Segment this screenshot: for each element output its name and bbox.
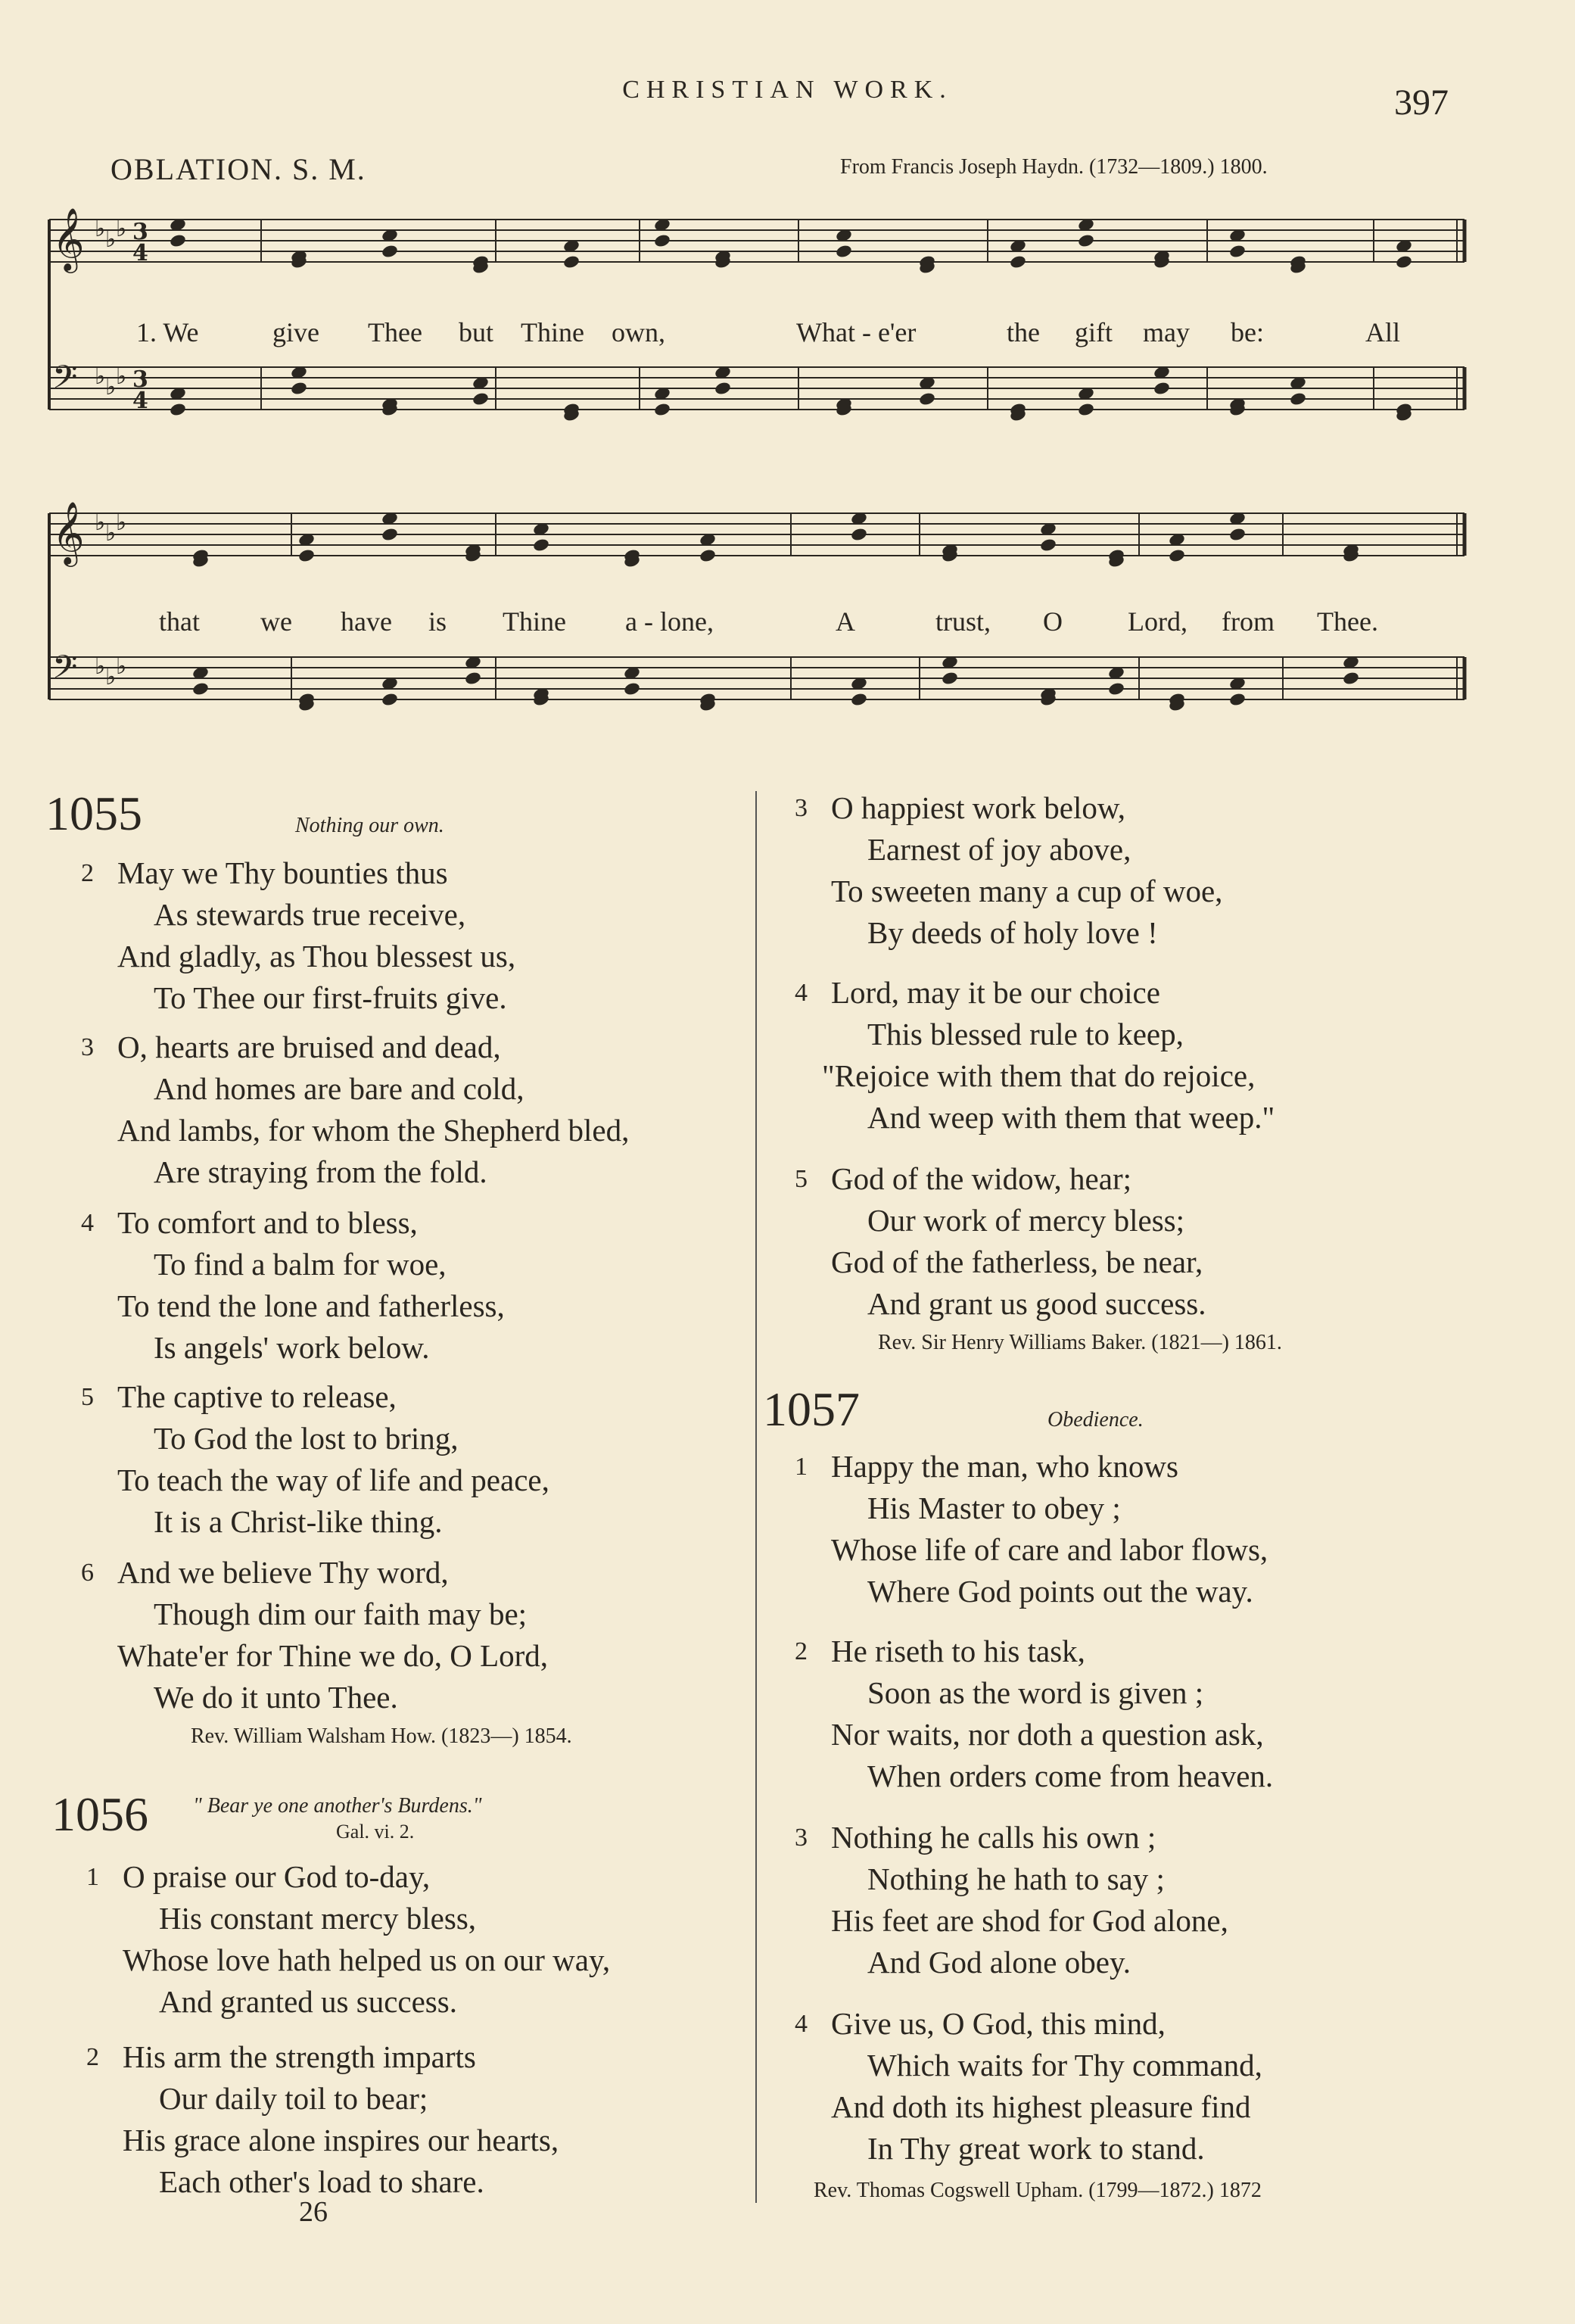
music-score <box>42 197 1480 772</box>
hymn-title: " Bear ye one another's Burdens." <box>193 1794 482 1818</box>
verse-line: God of the widow, hear; <box>831 1161 1131 1196</box>
hymn-heading <box>51 1787 148 1843</box>
time-signature: 3 <box>132 366 148 393</box>
running-head: CHRISTIAN WORK. <box>622 76 953 104</box>
verse-line: Happy the man, who knows <box>831 1449 1178 1484</box>
lyric: What - e'er <box>796 317 917 347</box>
verse-line: This blessed rule to keep, <box>867 1017 1184 1051</box>
hymn-author: Rev. Thomas Cogswell Upham. (1799—1872.) 1872 <box>814 2179 1262 2202</box>
stanza-number: 2 <box>795 1637 808 1665</box>
stanza-number: 4 <box>81 1209 94 1237</box>
folio: 26 <box>299 2196 328 2228</box>
verse-line: Lord, may it be our choice <box>831 975 1160 1010</box>
verse-line: Where God points out the way. <box>867 1574 1253 1609</box>
verse-line: His constant mercy bless, <box>159 1901 477 1936</box>
notehead <box>464 671 482 686</box>
verse-line: His Master to obey ; <box>867 1491 1121 1525</box>
lyric: a - lone, <box>625 606 714 637</box>
verse-line: And gladly, as Thou blessest us, <box>117 939 516 974</box>
verse-line: Earnest of joy above, <box>867 832 1131 867</box>
notehead <box>1153 381 1171 396</box>
flat-icon: ♭ <box>105 374 117 400</box>
lyric: gift <box>1075 317 1113 347</box>
notehead <box>1168 548 1186 563</box>
notehead <box>699 548 717 563</box>
notehead <box>623 681 641 696</box>
verse-line: And God alone obey. <box>867 1945 1131 1980</box>
flat-icon: ♭ <box>116 363 127 390</box>
verse-line: And doth its highest pleasure find <box>831 2089 1251 2124</box>
hymn-title: Obedience. <box>1047 1408 1144 1431</box>
verse-line: We do it unto Thee. <box>154 1680 398 1715</box>
verse-line: His arm the strength imparts <box>123 2039 476 2074</box>
verse-line: O happiest work below, <box>831 790 1126 825</box>
lyric: O <box>1043 606 1063 637</box>
verse-line: Nothing he hath to say ; <box>867 1861 1165 1896</box>
notehead <box>169 233 187 248</box>
lyric: Thee <box>368 317 422 347</box>
stanza-number: 5 <box>795 1165 808 1193</box>
verse-line: And granted us success. <box>159 1984 457 2019</box>
verse-line: Soon as the word is given ; <box>867 1675 1204 1710</box>
hymn-number: 1056 <box>51 1787 148 1841</box>
notehead <box>472 391 490 407</box>
hymn-subtitle: Gal. vi. 2. <box>336 1821 415 1843</box>
flat-icon: ♭ <box>116 509 127 536</box>
verse-line: Our daily toil to bear; <box>159 2081 428 2116</box>
notehead <box>653 233 671 248</box>
stanza-number: 6 <box>81 1559 94 1587</box>
stanza <box>81 1376 549 1543</box>
stanza <box>86 2036 559 2203</box>
notehead <box>918 391 936 407</box>
flat-icon: ♭ <box>105 226 117 253</box>
stanza <box>795 2003 1262 2170</box>
lyric: 1. We <box>136 317 199 347</box>
lyric: Thee. <box>1317 606 1378 637</box>
hymn-author: Rev. William Walsham How. (1823—) 1854. <box>191 1724 572 1748</box>
lyric: give <box>272 317 319 347</box>
notehead <box>1107 681 1125 696</box>
stanza <box>795 972 1275 1139</box>
stanza-number: 4 <box>795 979 808 1007</box>
lyric: we <box>260 606 292 637</box>
verse-line: May we Thy bounties thus <box>117 855 448 890</box>
verse-line: Nothing he calls his own ; <box>831 1820 1156 1855</box>
notehead <box>653 402 671 417</box>
verse-line: To teach the way of life and peace, <box>117 1463 549 1497</box>
notehead <box>381 527 399 542</box>
verse-line: It is a Christ-like thing. <box>154 1504 443 1539</box>
verse-line: And weep with them that weep." <box>867 1100 1275 1135</box>
verse-line: The captive to release, <box>117 1379 397 1414</box>
stanza-number: 3 <box>81 1033 94 1061</box>
notehead <box>1009 254 1027 269</box>
verse-line: To comfort and to bless, <box>117 1205 418 1240</box>
notehead <box>1289 391 1307 407</box>
hymn-number: 1057 <box>763 1382 860 1436</box>
stanza <box>81 1026 630 1193</box>
lyric: All <box>1365 317 1401 347</box>
lyric: own, <box>612 317 665 347</box>
flat-icon: ♭ <box>116 653 127 680</box>
verse-line: O praise our God to-day, <box>123 1859 431 1894</box>
notehead <box>1228 692 1247 707</box>
time-signature: 4 <box>132 388 148 414</box>
verse-line: Whose life of care and labor flows, <box>831 1532 1268 1567</box>
verse-line: And we believe Thy word, <box>117 1555 449 1590</box>
hymn-number: 1055 <box>45 787 142 840</box>
notehead <box>714 381 732 396</box>
notehead <box>1395 254 1413 269</box>
hymn-title: Nothing our own. <box>295 814 444 837</box>
tune-name: OBLATION. S. M. <box>110 152 366 186</box>
verse-line: His grace alone inspires our hearts, <box>123 2123 559 2157</box>
tune-source: From Francis Joseph Haydn. (1732—1809.) 1800. <box>840 155 1268 179</box>
flat-icon: ♭ <box>95 653 106 680</box>
verse-line: In Thy great work to stand. <box>867 2131 1205 2166</box>
stanza <box>795 1158 1206 1325</box>
verse-line: By deeds of holy love ! <box>867 915 1158 950</box>
verse-line: Which waits for Thy command, <box>867 2048 1262 2083</box>
lyrics-system-2 <box>0 606 1575 639</box>
hymn-heading <box>45 786 142 842</box>
lyric: A <box>836 606 855 637</box>
stanza-number: 3 <box>795 794 808 822</box>
notehead <box>191 681 210 696</box>
verse-line: Our work of mercy bless; <box>867 1203 1185 1238</box>
stanza <box>86 1856 611 2023</box>
lyrics-system-1 <box>0 316 1575 350</box>
lyric: Lord, <box>1128 606 1187 637</box>
page-number: 397 <box>1394 83 1449 123</box>
verse-line: O, hearts are bruised and dead, <box>117 1030 501 1064</box>
hymn-author: Rev. Sir Henry Williams Baker. (1821—) 1861. <box>878 1331 1282 1354</box>
verse-line: When orders come from heaven. <box>867 1759 1274 1793</box>
flat-icon: ♭ <box>105 520 117 547</box>
verse-line: To Thee our first-fruits give. <box>154 980 507 1015</box>
treble-clef-icon: 𝄞 <box>52 207 85 270</box>
lyric: be: <box>1231 317 1264 347</box>
lyric: may <box>1143 317 1190 347</box>
hymn-heading <box>763 1382 860 1438</box>
verse-line: Are straying from the fold. <box>154 1154 487 1189</box>
lyric: is <box>428 606 447 637</box>
lyric: but <box>459 317 494 347</box>
stanza <box>81 1552 549 1718</box>
notehead <box>290 381 308 396</box>
treble-clef-icon: 𝄞 <box>52 500 85 564</box>
stanza <box>81 852 516 1019</box>
lyric: Thine <box>503 606 566 637</box>
notehead <box>1039 537 1057 553</box>
bass-clef-icon: 𝄢 <box>52 359 78 404</box>
flat-icon: ♭ <box>95 216 106 242</box>
verse-line: His feet are shod for God alone, <box>831 1903 1228 1938</box>
notehead <box>1077 402 1095 417</box>
bass-clef-icon: 𝄢 <box>52 649 78 694</box>
notehead <box>1342 671 1360 686</box>
stanza-number: 2 <box>81 859 94 887</box>
verse-line: Whose love hath helped us on our way, <box>123 1942 611 1977</box>
notehead <box>835 244 853 259</box>
stanza-number: 4 <box>795 2010 808 2038</box>
notehead <box>381 692 399 707</box>
notehead <box>850 527 868 542</box>
verse-line: As stewards true receive, <box>154 897 466 932</box>
notehead <box>532 537 550 553</box>
verse-line: Whate'er for Thine we do, O Lord, <box>117 1638 549 1673</box>
verse-line: Is angels' work below. <box>154 1330 430 1365</box>
verse-line: To tend the lone and fatherless, <box>117 1288 505 1323</box>
flat-icon: ♭ <box>95 509 106 536</box>
verse-line: To find a balm for woe, <box>154 1247 447 1282</box>
time-signature: 3 <box>132 219 148 245</box>
verse-line: To God the lost to bring, <box>154 1421 459 1456</box>
lyric: have <box>341 606 392 637</box>
notehead <box>1228 244 1247 259</box>
stanza <box>795 787 1223 954</box>
stanza-number: 1 <box>86 1863 99 1891</box>
stanza-number: 1 <box>795 1453 808 1481</box>
lyric: trust, <box>935 606 991 637</box>
notehead <box>297 548 316 563</box>
stanza-number: 3 <box>795 1824 808 1852</box>
verse-line: To sweeten many a cup of woe, <box>831 874 1223 908</box>
verse-line: "Rejoice with them that do rejoice, <box>822 1058 1256 1093</box>
flat-icon: ♭ <box>116 216 127 242</box>
stanza-number: 2 <box>86 2043 99 2071</box>
stanza <box>795 1817 1228 1983</box>
lyric: from <box>1222 606 1275 637</box>
notehead <box>941 671 959 686</box>
verse-line: Though dim our faith may be; <box>154 1597 528 1631</box>
stanza <box>795 1446 1268 1612</box>
notehead <box>1077 233 1095 248</box>
notehead <box>562 254 581 269</box>
column-divider <box>755 791 757 2203</box>
flat-icon: ♭ <box>105 664 117 690</box>
stanza <box>795 1631 1274 1797</box>
verse-line: And grant us good success. <box>867 1286 1206 1321</box>
verse-line: Give us, O God, this mind, <box>831 2006 1166 2041</box>
verse-line: And homes are bare and cold, <box>154 1071 524 1106</box>
time-signature: 4 <box>132 240 148 266</box>
verse-line: Each other's load to share. <box>159 2164 484 2199</box>
lyric: Thine <box>521 317 584 347</box>
notehead <box>381 244 399 259</box>
lyric: that <box>159 606 200 637</box>
notehead <box>850 692 868 707</box>
flat-icon: ♭ <box>95 363 106 390</box>
stanza <box>81 1202 505 1369</box>
stanza-number: 5 <box>81 1383 94 1411</box>
verse-line: Nor waits, nor doth a question ask, <box>831 1717 1264 1752</box>
notehead <box>1228 527 1247 542</box>
notehead <box>169 402 187 417</box>
verse-line: God of the fatherless, be near, <box>831 1245 1203 1279</box>
lyric: the <box>1007 317 1040 347</box>
verse-line: And lambs, for whom the Shepherd bled, <box>117 1113 630 1148</box>
verse-line: He riseth to his task, <box>831 1634 1085 1668</box>
